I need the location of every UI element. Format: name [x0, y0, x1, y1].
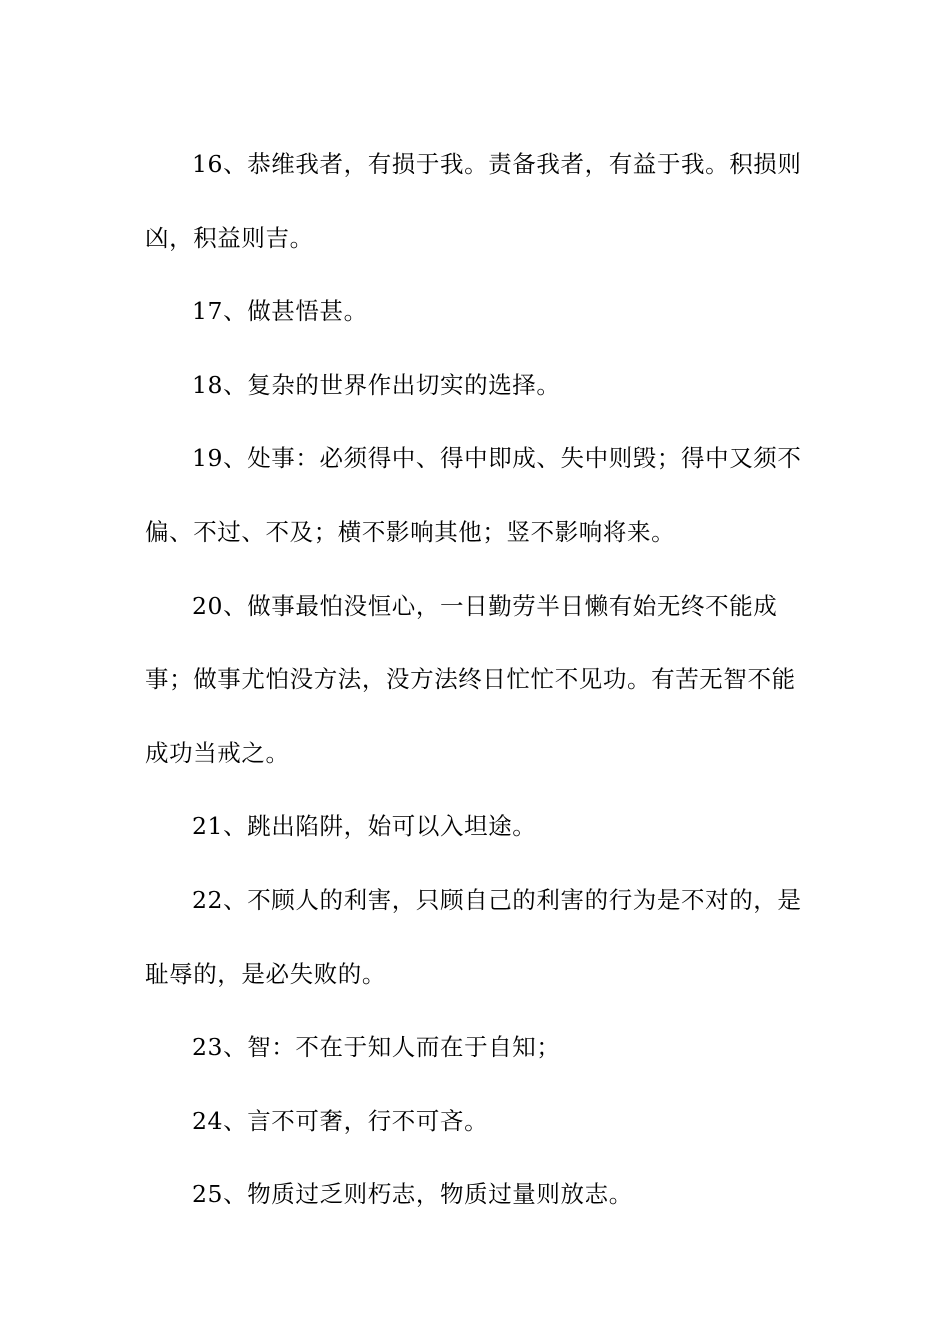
paragraph-22: 22、不顾人的利害，只顾自己的利害的行为是不对的，是耻辱的，是必失败的。 — [145, 885, 802, 988]
paragraph-21: 21、跳出陷阱，始可以入坦途。 — [192, 812, 537, 841]
paragraph-19: 19、处事：必须得中、得中即成、失中则毁；得中又须不偏、不过、不及；横不影响其他；竖不影响将来。 — [145, 444, 802, 546]
paragraph-17: 17、做甚悟甚。 — [192, 297, 368, 326]
document-body — [145, 128, 809, 1232]
paragraph-18: 18、复杂的世界作出切实的选择。 — [192, 370, 561, 399]
paragraph-24: 24、言不可奢，行不可吝。 — [192, 1106, 489, 1135]
paragraph-16: 16、恭维我者，有损于我。责备我者，有益于我。积损则凶，积益则吉。 — [145, 150, 802, 252]
paragraph-23: 23、智：不在于知人而在于自知； — [192, 1033, 561, 1062]
paragraph-20: 20、做事最怕没恒心，一日勤劳半日懒有始无终不能成事；做事尤怕没方法，没方法终日忙忙不见功。有苦无智不能成功当戒之。 — [145, 591, 796, 767]
paragraph-25: 25、物质过乏则朽志，物质过量则放志。 — [192, 1180, 633, 1209]
